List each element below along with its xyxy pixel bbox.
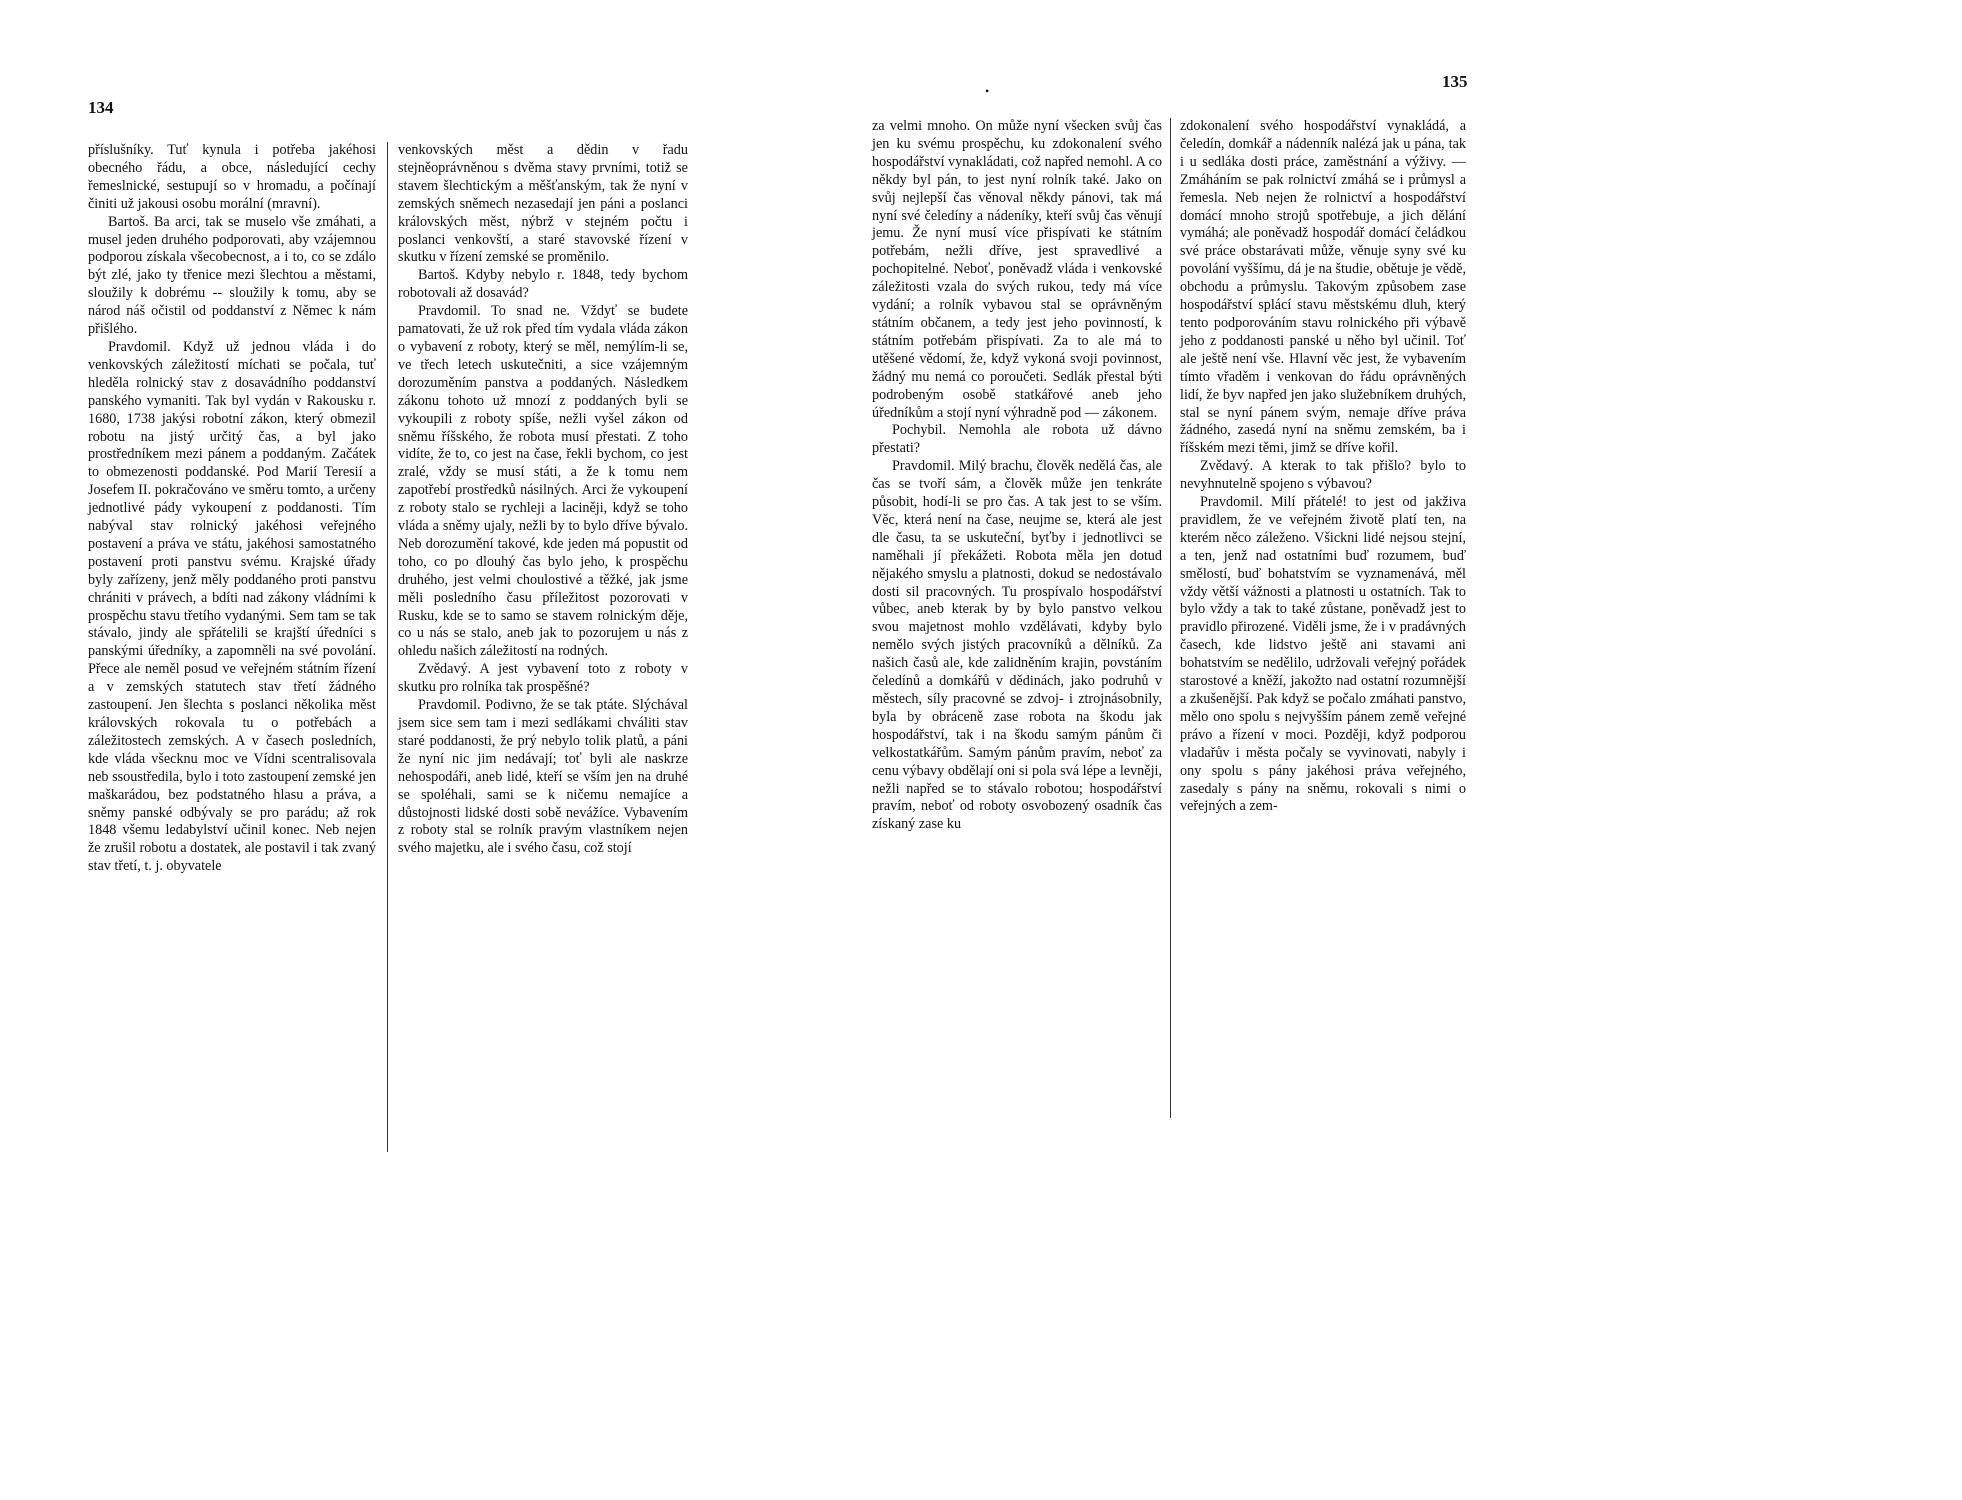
paragraph: Pravdomil. Milý brachu, člověk nedělá čas, ale čas se tvoří sám, a člověk může jen tenkráte působit, hodí-li se pro čas. A tak jest to se vším. Věc, která není na čase, neujme se, která ale jest dle času, ta se uskuteční, byťby i jednotlivci se naměhali jí překážeti. Robota měla jen dotud nějakého smyslu a platnosti, dokud se nedostávalo dosti sil pracovných. Tu prospívalo hospodářství vůbec, aneb kterak by by bylo panstvo velkou svou majetnost mohlo vzdělávati, kdyby bylo nemělo svých jistých pracovníků a dělníků. Za našich časů ale, kde zalidněním krajin, povstáním čeledínů a domkářů v dědinách, jako podruhů v městech, síly pracovné se zdvoj- i ztrojnásobnily, byla by obráceně zase robota na škodu jak hospodářství, tak i na škodu samým pánům či velkostatkářům. Samým pánům pravím, neboť za cenu výbavy obdělají oni si pola svá lépe a levněji, nežli napřed se to stávalo robotou; hospodářství pravím, neboť od roboty osvobozený osadník čas získaný zase ku: [872, 458, 1162, 833]
paragraph: Zvědavý. A kterak to tak přišlo? bylo to nevyhnutelně spojeno s výbavou?: [1180, 458, 1466, 493]
paragraph: venkovských měst a dědin v řadu stejněoprávněnou s dvěma stavy prvními, totiž se stavem šlechtickým a měšťanským, tak že nyní v zemských sněmech nezasedají jen páni a poslanci královských měst, nýbrž v stejném počtu i poslanci venkovští, a staré stavovské řízení v skutku v řízení zemské se proměnilo.: [398, 142, 688, 266]
left-page-number: 134: [88, 98, 114, 117]
column-rule: [387, 142, 388, 1152]
paragraph: Pravdomil. Podivno, že se tak ptáte. Slýchával jsem sice sem tam i mezi sedlákami chváliti stav staré poddanosti, že prý nebylo tolik platů, a páni že nyní nic jim nedávají; toť byli ale naskrze nehospodáři, aneb lidé, kteří se vším jen na druhé se spoléhali, sami se k ničemu nemajíce a důstojnosti lidské dosti sobě nevážíce. Vybavením z roboty stal se rolník pravým vlastníkem nejen svého majetku, ale i svého času, což stojí: [398, 697, 688, 857]
paragraph: Zvědavý. A jest vybavení toto z roboty v skutku pro rolníka tak prospěšné?: [398, 661, 688, 696]
paragraph: zdokonalení svého hospodářství vynakládá, a čeledín, domkář a nádenník nalézá jak u pána, tak i u sedláka dosti práce, zaměstnání a výživy. — Zmáháním se pak rolnictví zmáhá se i průmysl a řemesla. Neb nejen že rolnictví a hospodářství domácí mnoho strojů spotřebuje, a jich dělání vymáhá; ale poněvadž hospodář domácí čeládkou své práce obstarávati může, věnuje syny své ku povolání vyššímu, dá je na študie, obětuje je vědě, obchodu a průmyslu. Takovým způsobem zase hospodářství splácí stavu městskému dluh, který tento podporováním stavu rolnického při výbavě jeho z poddanosti panské u něho byl učinil. Toť ale ještě není vše. Hlavní věc jest, že vybavením tímto vřaděm i venkovan do řádu oprávněných lidí, že byv napřed jen jako služebníkem druhých, stal se nyní pánem svým, nemaje dříve práva žádného, zasedá nyní na sněmu zemském, ba i říšském mezi těmi, jimž se dříve kořil.: [1180, 118, 1466, 457]
paragraph: Bartoš. Kdyby nebylo r. 1848, tedy bychom robotovali až dosavád?: [398, 267, 688, 302]
left-column-2: [398, 142, 688, 858]
paragraph: Pravdomil. Milí přátelé! to jest od jakživa pravidlem, že ve veřejném životě platí ten, na kterém něco záleženo. Všickni lidé nejsou stejní, a ten, jenž nad ostatními buď rozumem, buď smělostí, buď bohatstvím se vyznamenává, měl vždy větší vážnosti a platnosti u ostatních. Tak to bylo vždy a tak to také zůstane, poněvadž jest to pravidlo přirozené. Viděli jsme, že i v pradávných časech, kde lidstvo ještě ani stavami ani bohatstvím se nedělilo, udržovali veřejný pořádek starostové a kněží, jakožto nad ostatní rozumnější a zkušenější. Pak když se počalo zmáhati panstvo, mělo ono spolu s nejvyšším pánem země veřejné právo a řízení v moci. Později, když podporou vladařův i města počaly se vyvinovati, nabyly i ony spolu s pány jakéhosi práva veřejného, zasedaly s pány na sněmu, rokovali s nimi o veřejných a zem-: [1180, 494, 1466, 815]
paragraph: Pravdomil. To snad ne. Vždyť se budete pamatovati, že už rok před tím vydala vláda zákon o vybavení z roboty, který se měl, nemýlím-li se, ve třech letech uskutečniti, a sice vzájemným dorozuměním panstva a poddaných. Následkem zákonu tohoto už mnozí z poddaných byli se vykoupili z roboty spíše, nežli vyšel zákon od sněmu říšského, že robota musí přestati. Z toho vidíte, že to, co jest na čase, řekli bychom, co jest zralé, vždy se musí státi, a že k tomu nem zapotřebí prostředků násilných. Arci že vykoupení z roboty stalo se rychleji a laciněji, když se toho vláda a sněmy ujaly, nežli by to bylo dříve bývalo. Neb dorozumění takové, kde jeden má popustit od toho, co po dlouhý čas bylo jeho, k prospěchu druhého, jest velmi choulostivé a těžké, jak jsme měli posledního času příležitost pozorovati v Rusku, kde se to samo se stavem rolnickým děje, co u nás se stalo, aneb jak to pozorujem u nás z ohledu našich záležitostí na rodných.: [398, 303, 688, 660]
left-column-1: [88, 142, 376, 876]
right-column-1: [872, 118, 1162, 834]
right-page-number: 135: [1442, 72, 1468, 91]
paragraph: Pravdomil. Když už jednou vláda i do venkovských záležitostí míchati se počala, tuť hleděla rolnický stav z dosavádního poddanství panského vymaniti. Tak byl vydán v Rakousku r. 1680, 1738 jakýsi robotní zákon, který obmezil robotu na jistý určitý čas, a byl jako prostředníkem mezi pánem a poddaným. Začátek to obmezenosti poddanské. Pod Marií Teresií a Josefem II. pokračováno ve směru tomto, a určeny jednotlivé pády vykoupení z poddanosti. Tím nabýval stav rolnický jakéhosi veřejného postavení a práva ve státu, jakéhosi samostatného postavení proti panstvu svému. Krajské úřady byly zařízeny, jenž měly poddaného proti panstvu chrániti v právech, a bdíti nad zákony vládními k prospěchu stavu třetího vydanými. Sem tam se tak stávalo, jindy ale spřátelili se krajští úředníci s panskými úředníky, a zapomněli na své povolání. Přece ale neměl posud ve veřejném státním řízení a v zemských statutech stav třetí žádného zastoupení. Jen šlechta s poslanci několika měst královských rokovala tu o potřebách a záležitostech zemských. A v časech posledních, kde vláda všecknu moc ve Vídni scentralisovala neb ssoustředila, bylo i toto zastoupení zemské jen maškarádou, bez podstatného hlasu a práva, a sněmy panské odbývaly se pro parádu; až rok 1848 všemu ledabylství učinil konec. Neb nejen že zrušil robotu a dostatek, ale postavil i tak zvaný stav třetí, t. j. obyvatele: [88, 338, 376, 875]
paragraph: Pochybil. Nemohla ale robota už dávno přestati?: [872, 422, 1162, 457]
paragraph: za velmi mnoho. On může nyní všecken svůj čas jen ku svému prospěchu, ku zdokonalení svého hospodářství vynakládati, což napřed nemohl. A co někdy byl pán, to jest nyní rolník také. Jako on svůj nejlepší čas věnoval někdy pánovi, tak má nyní své čeledíny a nádeníky, kteří svůj čas věnují jemu. Že nyní musí více přispívati ke státním potřebám, nežli dříve, jest spravedlivé a pochopitelné. Neboť, poněvadž vláda i venkovské záležitosti vzala do svých rukou, tedy má více vydání; a rolník vybavou stal se oprávněným státním občanem, a tedy jest jeho povinností, k státním potřebám přispívati. Za to ale má to utěšené vědomí, že, když vykoná svoji povinnost, žádný mu nemá co poroučeti. Sedlák přestal býti podrobeným osobě statkářové aneb jeho úředníkům a stojí nyní výhradně pod — zákonem.: [872, 118, 1162, 421]
paragraph: Bartoš. Ba arci, tak se muselo vše zmáhati, a musel jeden druhého podporovati, aby vzájemnou podporou získala všecobecnost, a i to, co se zdálo být zlé, jako ty třenice mezi šlechtou a městami, sloužily k dobrému -- sloužily k tomu, aby se národ náš očistil od poddanství z Němec k nám přišlého.: [88, 213, 376, 338]
paragraph: příslušníky. Tuť kynula i potřeba jakéhosi obecného řádu, a obce, následující cechy řemeslnické, sestupují so v hromadu, a počínají činiti už jakousi osobu morální (mravní).: [88, 142, 376, 212]
bullet-mark-icon: •: [985, 84, 990, 98]
right-column-2: [1180, 118, 1466, 816]
column-rule: [1170, 118, 1171, 1118]
